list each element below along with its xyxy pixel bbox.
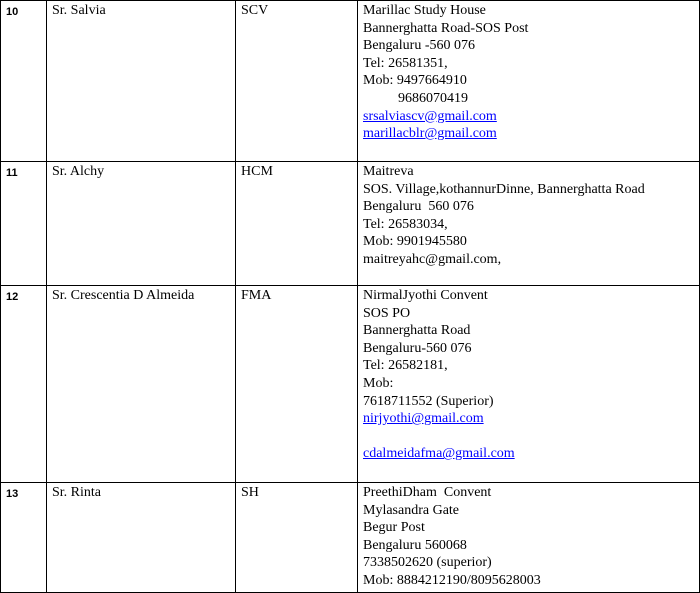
member-name: Sr. Rinta bbox=[47, 483, 236, 593]
email-link[interactable]: marillacblr@gmail.com bbox=[363, 126, 497, 142]
address-line: Bengaluru-560 076 bbox=[363, 340, 472, 356]
congregation-code: FMA bbox=[236, 286, 358, 483]
row-number: 10 bbox=[1, 1, 47, 162]
member-name: Sr. Salvia bbox=[47, 1, 236, 162]
member-name: Sr. Crescentia D Almeida bbox=[47, 286, 236, 483]
congregation-code: HCM bbox=[236, 162, 358, 286]
address-line: Mylasandra Gate bbox=[363, 502, 460, 518]
address-line: Tel: 26583034, bbox=[363, 216, 448, 232]
address-line: PreethiDham Convent bbox=[363, 485, 492, 500]
address-line: maitreyahc@gmail.com, bbox=[363, 251, 502, 267]
address-line: Bengaluru -560 076 bbox=[363, 38, 475, 54]
address-line: Maitreva bbox=[363, 164, 414, 179]
address-cell bbox=[358, 483, 700, 593]
table-row bbox=[1, 286, 700, 483]
email-link[interactable]: cdalmeidafma@gmail.com bbox=[363, 446, 515, 462]
row-number: 13 bbox=[1, 483, 47, 593]
email-link[interactable]: nirjyothi@gmail.com bbox=[363, 411, 484, 427]
table-row bbox=[1, 1, 700, 162]
address-line: Bengaluru 560 076 bbox=[363, 199, 474, 215]
address-line: Bengaluru 560068 bbox=[363, 537, 467, 553]
address-line: 7338502620 (superior) bbox=[363, 555, 492, 571]
address-line: Mob: 9497664910 bbox=[363, 73, 467, 89]
table-body bbox=[1, 1, 700, 593]
address-line: Marillac Study House bbox=[363, 3, 486, 18]
table-row bbox=[1, 162, 700, 286]
congregation-code: SCV bbox=[236, 1, 358, 162]
address-line: Tel: 26582181, bbox=[363, 358, 448, 374]
address-cell bbox=[358, 1, 700, 162]
email-link[interactable]: srsalviascv@gmail.com bbox=[363, 108, 497, 124]
address-cell bbox=[358, 162, 700, 286]
member-name: Sr. Alchy bbox=[47, 162, 236, 286]
address-line: Tel: 26581351, bbox=[363, 55, 448, 71]
address-line: Mob: 9901945580 bbox=[363, 234, 467, 250]
address-line: Bannerghatta Road-SOS Post bbox=[363, 20, 529, 36]
congregation-code: SH bbox=[236, 483, 358, 593]
address-line: Mob: bbox=[363, 375, 394, 391]
address-line: NirmalJyothi Convent bbox=[363, 288, 488, 303]
address-line: 9686070419 bbox=[363, 90, 468, 106]
row-number: 12 bbox=[1, 286, 47, 483]
table-row bbox=[1, 483, 700, 593]
address-line: Begur Post bbox=[363, 520, 425, 536]
address-line: 7618711552 (Superior) bbox=[363, 393, 494, 409]
row-number: 11 bbox=[1, 162, 47, 286]
address-line: SOS. Village,kothannurDinne, Bannerghatta Road bbox=[363, 181, 645, 197]
address-line: Bannerghatta Road bbox=[363, 323, 471, 339]
address-cell bbox=[358, 286, 700, 483]
address-line: Mob: 8884212190/8095628003 bbox=[363, 572, 541, 588]
address-line: SOS PO bbox=[363, 305, 411, 321]
blank-line bbox=[363, 428, 694, 446]
